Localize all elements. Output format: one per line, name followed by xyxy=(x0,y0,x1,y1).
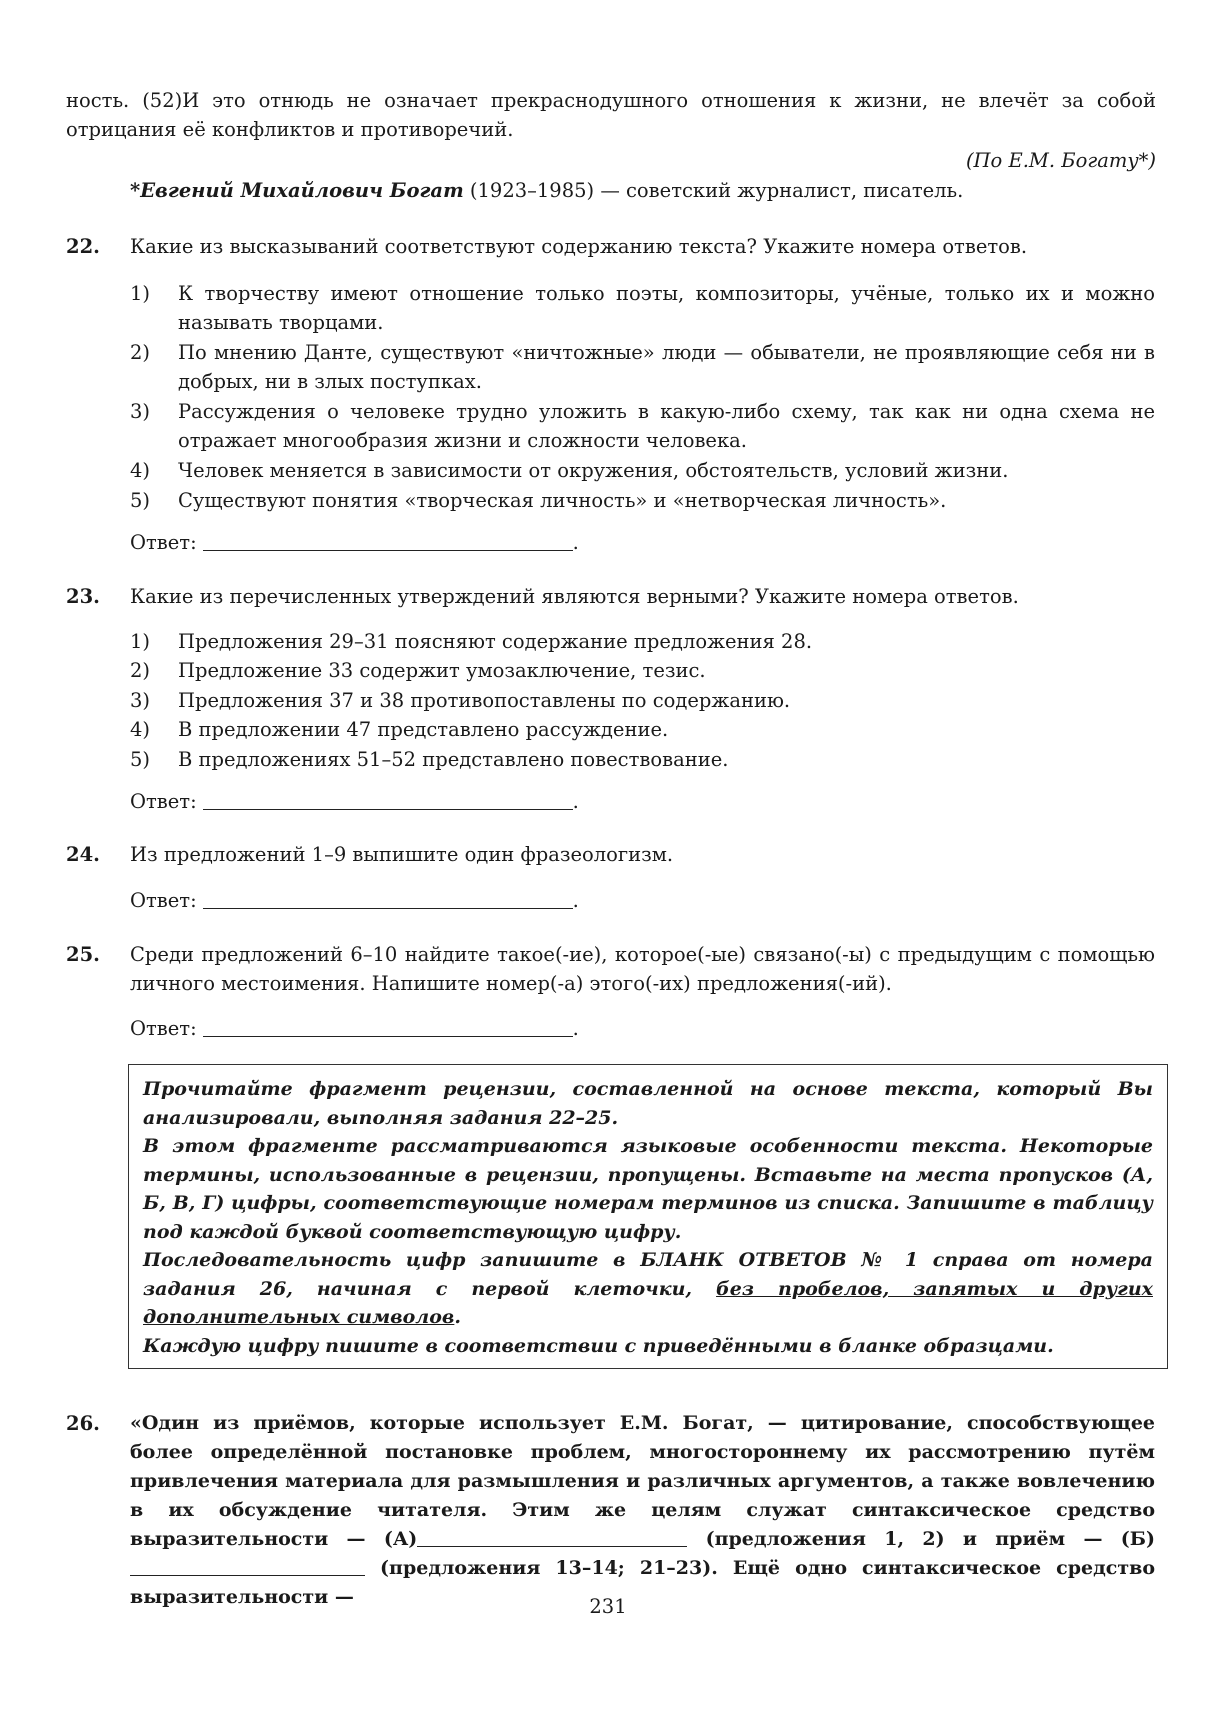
answer-input[interactable] xyxy=(203,530,573,551)
instruction-text: . xyxy=(454,1306,461,1328)
answer-line xyxy=(130,1014,579,1043)
option-text: Существуют понятия «творческая личность» и «нетворческая личность». xyxy=(178,489,947,512)
option-number: 2) xyxy=(130,659,151,682)
answer-option xyxy=(130,397,1155,455)
option-number: 1) xyxy=(130,282,151,305)
option-number: 2) xyxy=(130,341,151,364)
task-number: 26. xyxy=(66,1412,100,1435)
answer-input[interactable] xyxy=(203,789,573,810)
answer-line xyxy=(130,787,579,816)
option-number: 4) xyxy=(130,718,151,741)
option-text: В предложениях 51–52 представлено повествование. xyxy=(178,748,729,771)
answer-option xyxy=(130,686,1155,715)
answer-dot: . xyxy=(572,790,579,813)
task-question: Из предложений 1–9 выпишите один фразеологизм. xyxy=(130,843,674,866)
task-question: Какие из перечисленных утверждений являются верными? Укажите номера ответов. xyxy=(130,585,1019,608)
answer-option xyxy=(130,279,1155,337)
answer-dot: . xyxy=(572,889,579,912)
footnote-author-name: *Евгений Михайлович Богат xyxy=(130,179,464,202)
answer-option xyxy=(130,486,1155,515)
attribution: (По Е.М. Богату*) xyxy=(965,149,1156,172)
task-number: 25. xyxy=(66,943,100,966)
option-text: Предложения 37 и 38 противопоставлены по содержанию. xyxy=(178,689,791,712)
instruction-paragraph: Каждую цифру пишите в соответствии с приведёнными в бланке образцами. xyxy=(143,1334,1054,1357)
option-number: 1) xyxy=(130,630,151,653)
instruction-paragraph: В этом фрагменте рассматриваются языковые особенности текста. Некоторые термины, использованные в рецензии, пропущены. Вставьте на места пропусков (А, Б, В, Г) цифры, соответствующие номерам терминов из списка. Запишите в таблицу под каждой буквой соответствующую цифру. xyxy=(143,1135,1153,1243)
instruction-box xyxy=(128,1064,1168,1369)
answer-label: Ответ: xyxy=(130,1017,197,1040)
instruction-paragraph xyxy=(143,1246,1153,1332)
task-number: 22. xyxy=(66,235,100,258)
answer-option xyxy=(130,627,1155,656)
option-text: Человек меняется в зависимости от окружения, обстоятельств, условий жизни. xyxy=(178,459,1009,482)
task-number: 24. xyxy=(66,843,100,866)
instruction-paragraph: Прочитайте фрагмент рецензии, составленной на основе текста, который Вы анализировали, выполняя задания 22–25. xyxy=(143,1078,1153,1129)
option-number: 3) xyxy=(130,400,151,423)
instruction-underlined-text: без пробелов, запятых и других дополнительных символов xyxy=(143,1277,1153,1328)
task-question: Среди предложений 6–10 найдите такое(-ие), которое(-ые) связано(-ы) с предыдущим с помощью личного местоимения. Напишите номер(-а) этого(-их) предложения(-ий). xyxy=(130,943,1155,995)
answer-option xyxy=(130,656,1155,685)
footnote-author-info: (1923–1985) — советский журналист, писатель. xyxy=(463,179,964,202)
review-text: «Один из приёмов, которые использует Е.М. Богат, — цитирование, способствующее более определённой постановке проблем, многостороннему их рассмотрению путём привлечения материала для размышления и различных аргументов, а также вовлечению в их обсуждение читателя. Этим же целям служат синтаксическое средство выразительности — (А) xyxy=(130,1412,1155,1550)
answer-input[interactable] xyxy=(203,1016,573,1037)
answer-label: Ответ: xyxy=(130,790,197,813)
gap-a-input[interactable] xyxy=(417,1526,687,1547)
answer-input[interactable] xyxy=(203,888,573,909)
option-text: К творчеству имеют отношение только поэты, композиторы, учёные, только их и можно называть творцами. xyxy=(178,282,1155,334)
review-text: (предложения 13–14; 21–23). Ещё одно синтаксическое средство выразительности — xyxy=(130,1557,1155,1608)
review-fragment xyxy=(130,1409,1155,1612)
page-number: 231 xyxy=(589,1595,627,1618)
answer-option xyxy=(130,456,1155,485)
answer-dot: . xyxy=(572,1017,579,1040)
author-footnote xyxy=(130,176,1155,205)
option-text: В предложении 47 представлено рассуждение. xyxy=(178,718,669,741)
task-number: 23. xyxy=(66,585,100,608)
option-number: 3) xyxy=(130,689,151,712)
option-text: Предложение 33 содержит умозаключение, тезис. xyxy=(178,659,706,682)
option-number: 4) xyxy=(130,459,151,482)
answer-option xyxy=(130,745,1155,774)
answer-dot: . xyxy=(572,531,579,554)
intro-paragraph: ность. (52)И это отнюдь не означает прекраснодушного отношения к жизни, не влечёт за собой отрицания её конфликтов и противоречий. xyxy=(66,89,1156,141)
answer-label: Ответ: xyxy=(130,531,197,554)
review-text: (предложения 1, 2) и приём — (Б) xyxy=(687,1528,1155,1550)
option-text: По мнению Данте, существуют «ничтожные» люди — обыватели, не проявляющие себя ни в добрых, ни в злых поступках. xyxy=(178,341,1155,393)
gap-b-input[interactable] xyxy=(130,1555,365,1576)
option-number: 5) xyxy=(130,489,151,512)
answer-option xyxy=(130,715,1155,744)
task-question: Какие из высказываний соответствуют содержанию текста? Укажите номера ответов. xyxy=(130,235,1028,258)
answer-option xyxy=(130,338,1155,396)
answer-label: Ответ: xyxy=(130,889,197,912)
answer-line xyxy=(130,528,579,557)
instruction-text: Последовательность цифр запишите в БЛАНК ОТВЕТОВ № 1 справа от номера задания 26, начиная с первой клеточки, xyxy=(143,1249,1153,1300)
answer-line xyxy=(130,886,579,915)
option-text: Рассуждения о человеке трудно уложить в какую-либо схему, так как ни одна схема не отражает многообразия жизни и сложности человека. xyxy=(178,400,1155,452)
option-number: 5) xyxy=(130,748,151,771)
option-text: Предложения 29–31 поясняют содержание предложения 28. xyxy=(178,630,813,653)
